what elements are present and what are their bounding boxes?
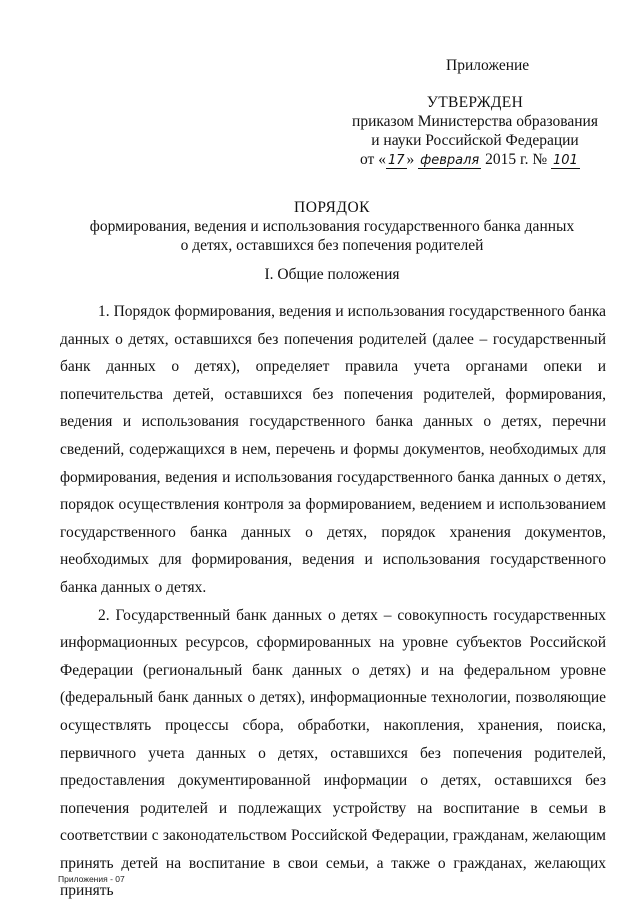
section-body	[60, 298, 606, 905]
order-day-handwritten: 17	[387, 153, 405, 168]
order-mid: »	[406, 151, 415, 168]
approval-line-science: и науки Российской Федерации	[371, 132, 579, 149]
footer-label: Приложения - 07	[58, 874, 125, 884]
section-heading: I. Общие положения	[264, 266, 400, 283]
order-prefix: от «	[360, 151, 386, 168]
document-title-block	[60, 198, 604, 255]
attachment-label: Приложение	[446, 57, 530, 74]
document-subtitle-line2: о детях, оставшихся без попечения родителей	[180, 237, 484, 254]
order-number-handwritten: 101	[553, 153, 578, 168]
paragraph-2: 2. Государственный банк данных о детях – совокупность государственных информационных ресурсов, сформированных на уровне субъектов Российской Федерации (региональный банк данных о детях) и на федеральном уровне (федеральный банк данных о детях), информационные технологии, позволяющие осуществлять процессы сбора, обработки, накопления, хранения, поиска, первичного учета данных о детях, оставшихся без попечения родителей, предоставления документированной информации о детях, оставшихся без попечения родителей и подлежащих устройству на воспитание в семьи в соответствии с законодательством Российской Федерации, гражданам, желающим принять детей на воспитание в свои семьи, а также о гражданах, желающих принять	[60, 606, 606, 900]
order-year: 2015 г. №	[485, 151, 548, 168]
paragraph-1: 1. Порядок формирования, ведения и использования государственного банка данных о детях, оставшихся без попечения родителей (далее – государственный банк данных о детях), определяет правила учета органами опеки и попечительства детей, оставшихся без попечения родителей, формирования, ведения и использования государственного банка данных о детях, перечни сведений, содержащихся в нем, перечень и формы документов, необходимых для формирования, ведения и использования государственного банка данных о детях, порядок осуществления контроля за формированием, ведением и использованием государственного банка данных о детях, порядок хранения документов, необходимых для формирования, ведения и использования государственного банка данных о детях.	[60, 303, 606, 596]
order-month-handwritten: февраля	[420, 153, 480, 168]
approval-line-ministry: приказом Министерства образования	[352, 113, 598, 130]
order-date-line	[330, 150, 620, 169]
approval-block	[330, 56, 620, 169]
document-subtitle-line1: формирования, ведения и использования государственного банка данных	[89, 218, 575, 235]
document-title: ПОРЯДОК	[294, 199, 370, 216]
approved-heading: УТВЕРЖДЕН	[426, 94, 524, 111]
